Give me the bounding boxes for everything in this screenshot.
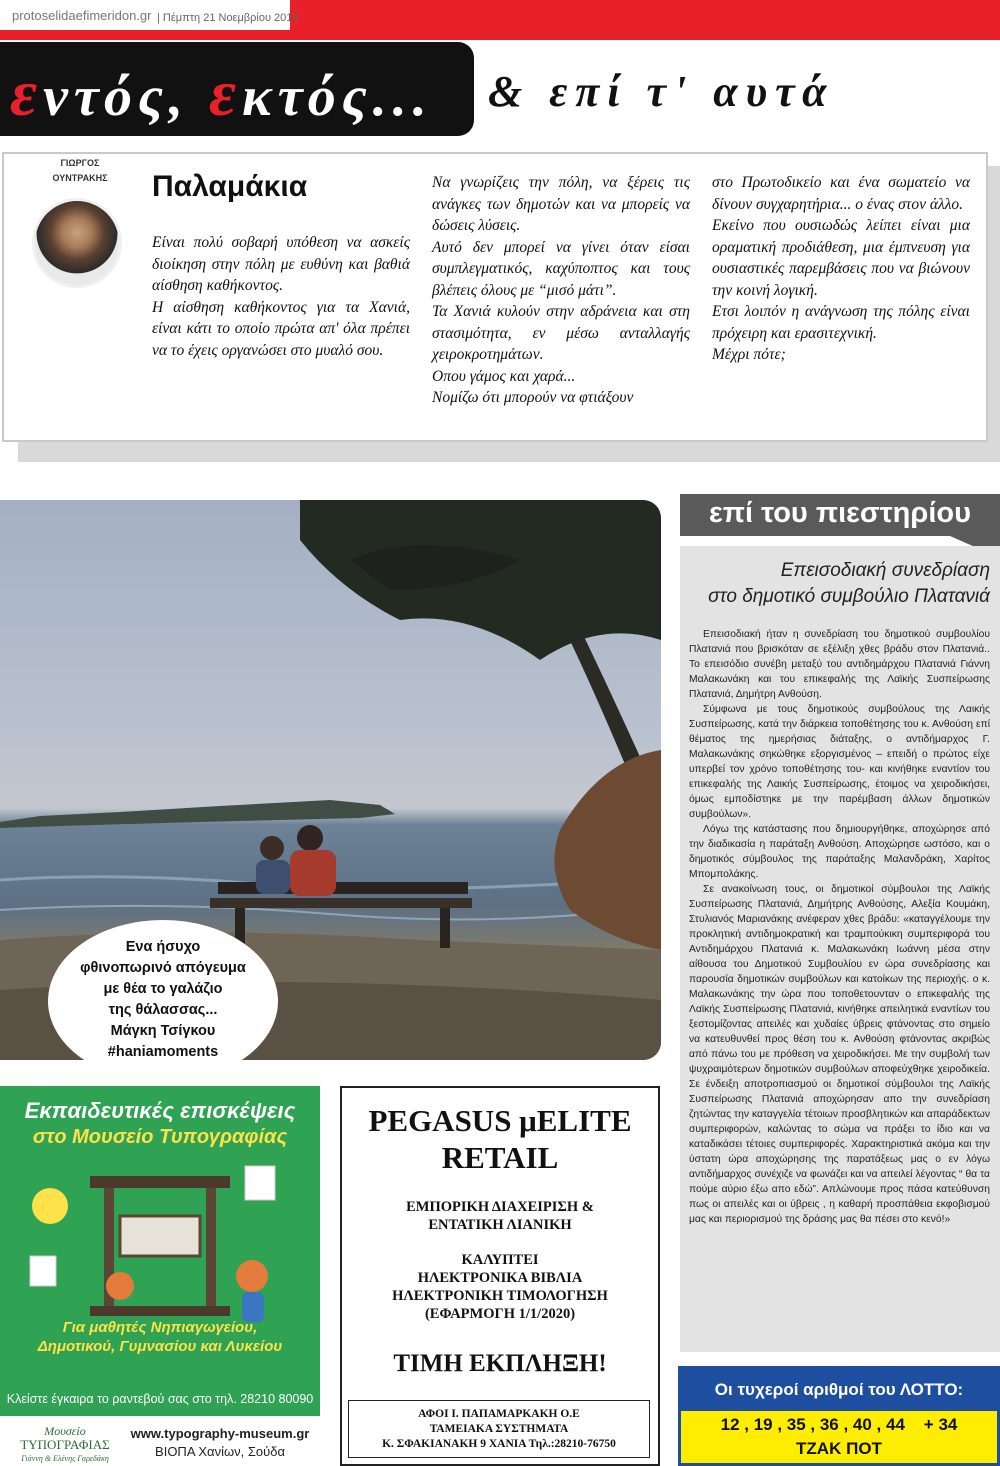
lotto-joker: ΤΖΑΚ ΠΟΤ — [796, 1439, 882, 1458]
lotto-box — [678, 1366, 1000, 1466]
opinion-column-3: στο Πρωτοδικείο και ένα σωματείο να δίνουν συγχαρητήρια... ο ένας στον άλλο. Εκείνο που ουσιωδώς λείπει είναι μια οραματική προδιάθεση, μια έμπνευση για ουσιαστικές παρεμβάσεις που να βιώνουν την κοινή λογική. Ετσι λοιπόν η ανάγνωση της πόλης είναι πρόχειρη και ερασιτεχνική. Μέχρι πότε; — [712, 174, 970, 363]
pegasus-price: ΤΙΜΗ ΕΚΠΛΗΞΗ! — [393, 1350, 607, 1377]
pegasus-features: ΚΑΛΥΠΤΕΙ ΗΛΕΚΤΡΟΝΙΚΑ ΒΙΒΛΙΑ ΗΛΕΚΤΡΟΝΙΚΗ ΤΙΜΟΛΟΓΗΣΗ (ΕΦΑΡΜΟΓΗ 1/1/2020) — [392, 1252, 608, 1322]
museum-location: ΒΙΟΠΑ Χανίων, Σούδα — [155, 1444, 285, 1459]
section-title: εντός, εκτός... — [10, 57, 433, 130]
pegasus-brand: PEGASUS μELITE RETAIL — [368, 1103, 632, 1175]
lotto-title: Οι τυχεροί αριθμοί του ΛΟΤΤΟ: — [681, 1369, 997, 1411]
museum-ad-audience: Για μαθητές Νηπιαγωγείου, Δημοτικού, Γυμνασίου και Λυκείου — [37, 1319, 283, 1355]
photo-caption: Ενα ήσυχο φθινοπωρινό απόγευμα με θέα το γαλάζιο της θάλασσας... Μάγκη Τσίγκου #haniamoments — [48, 920, 278, 1082]
museum-ad-footer — [0, 1416, 320, 1466]
watermark: protoselidaefimeridon.gr — [12, 8, 152, 23]
opinion-column-1: Είναι πολύ σοβαρή υπόθεση να ασκείς διοίκηση στην πόλη με ευθύνη και βαθιά αίσθηση καθήκοντος. Η αίσθηση καθήκοντος για τα Χανιά, είναι κάτι το οποίο πρώτα απ' όλα πρέπει να το έχεις οργανώσει στο μυαλό σου. — [152, 234, 410, 359]
author-avatar — [32, 198, 122, 288]
press-header: επί του πιεστηρίου — [680, 494, 1000, 536]
museum-ad — [0, 1086, 320, 1466]
top-bar — [0, 0, 1000, 40]
museum-url[interactable]: www.typography-museum.gr — [130, 1426, 310, 1441]
pegasus-services: ΕΜΠΟΡΙΚΗ ΔΙΑΧΕΙΡΙΣΗ & ΕΝΤΑΤΙΚΗ ΛΙΑΝΙΚΗ — [406, 1199, 594, 1233]
pegasus-ad — [340, 1086, 660, 1466]
issue-date: | Πέμπτη 21 Νοεμβρίου 2019 — [157, 12, 299, 24]
press-title: Επεισοδιακή συνεδρίαση στο δημοτικό συμβούλιο Πλατανιά — [708, 560, 990, 607]
museum-ad-subtitle: στο Μουσείο Τυπογραφίας — [32, 1126, 288, 1148]
section-subtitle: & επί τ' αυτά — [488, 67, 835, 116]
section-masthead — [0, 42, 474, 136]
press-article: Επεισοδιακή ήταν η συνεδρίαση του δημοτικού συμβουλίου Πλατανιά που βρισκόταν σε εξέλιξη χθες βράδυ στον Πλατανιά.. Το επεισόδιο συνέβη μεταξύ του αντιδημάρχου Πλατανιά Γιάννη Μαλακωνάκη και του επικεφαλής της Λαϊκής Συσπείρωσης Πλατανιά, Δημήτρη Ανθούση. Σύμφωνα με τους δημοτικούς συμβούλους της Λαικής Συσπείρωσης, κατά την διάρκεια τοποθέτησης του κ. Ανθούση επί θέματος της ημερήσιας διάταξης, ο αντιδήμαρχος Γ. Μαλακωνάκης σηκώθηκε εξοργισμένος – επειδή ο πρώτος είχε υπερβεί τον χρόνο τοποθέτησης του- και κινήθηκε εναντίον του επικεφαλής της Λαικής Συσπείρωσης, έτοιμος να χειροδικήσει, όμως εμποδίστηκε με την παρέμβαση άλλων δημοτικών συμβούλων». Λόγω της κατάστασης που δημιουργήθηκε, αποχώρησε από την διαδικασία η παράταξη Ανθούση. Αποχώρησε ωστόσο, και ο δημοτικός σύμβουλος της παράταξης Μαλανδράκη, Χαρίτος Μπομπολάκης. Σε ανακοίνωση τους, οι δημοτικοί σύμβουλοι της Λαϊκής Συσπείρωσης Πλατανιά, Δημήτρης Ανθούσης, Αλεξία Κουμάκη, Στυλιανός Μαριανάκης ανέφεραν χθες βράδυ: «καταγγέλουμε την προκλητική αντιδημοκρατική και τραμπούκικη συμπεριφορά του Αντιδημάρχου Πλατανιά κ. Μαλακωνάκη Ιωάννη μέσα στην αίθουσα του Δημοτικού Συμβουλίου εν ώρα συνεδρίασης και παρουσία δημοτικών συμβούλων και κατοίκων της περιοχής. ο κ. Μαλακωνάκης την ώρα που τοποθετουνταν ο επικεφαλής της Λαϊκής Συσπείρωσης Πλατανιά, κινήθηκε απειλητικά εναντίων του ξεστομίζοντας απειλές και χυδαίες ύβρεις φτάνοντας στο σημείο να κατευθυνθεί προς θέση του κ. Ανθούση φτάνοντας ακριβώς από πάνω του με πρόθεση να χειροδικήσει. Με την συμβολή των ψυχραιμότερων δημοτικών συμβούλων αποφεύχθηκε χειροδικεία. Σε ένδειξη αποτροπιασμού οι δημοτικοί σύμβουλοι της Λαϊκής Συσπείρωσης Πλατανιά αποχώρησαν απο την συνεδρίαση ζητώντας την καταγγελία τέτοιων προσβλητικών και απαράδεκτων συμπεριφορών, καλώντας το σώμα να πράξει το ίδιο και να καταδικάσει τέτοιες συμπεριφορές. Χαρακτηριστικά ακόμα και την ύστατη ώρα αποχώρησης της παρατάξεως μας ο εν λόγω αντιδήμαρχος συνέχιζε να φωνάζει και να απειλεί λέγοντας “ θα τα πούμε αύριο έξω απο εδώ”. Απλώνουμε προς πάσα κατεύθυνση πως οι απειλές και οι ύβρεις , η καθαρή προσπάθεια εκφοβισμού μας και περιορισμού της δράσης μας θα πέσει στο κενό!» — [689, 629, 990, 1225]
opinion-column-2: Να γνωρίζεις την πόλη, να ξέρεις τις ανάγκες των δημοτών και να μπορείς να δώσεις λύσεις. Αυτό δεν μπορεί να γίνει όταν είσαι συμπλεγματικός, καχύποπτος και τους βλέπεις όλους με “μισό μάτι”. Τα Χανιά κυλούν στην αδράνεια και στη στασιμότητα, εν μέσω ανταλλαγής χειροκροτημάτων. Οπου γάμος και χαρά... Νομίζω ότι μπορούν να φτιάξουν — [432, 174, 690, 406]
printing-press-illustration — [20, 1156, 300, 1331]
lotto-numbers: 12 , 19 , 35 , 36 , 40 , 44 + 34 — [720, 1415, 958, 1434]
pegasus-address: ΑΦΟΙ Ι. ΠΑΠΑΜΑΡΚΑΚΗ Ο.Ε ΤΑΜΕΙΑΚΑ ΣΥΣΤΗΜΑΤΑ Κ. ΣΦΑΚΙΑΝΑΚΗ 9 ΧΑΝΙΑ Τηλ.:28210-76750 — [348, 1400, 650, 1458]
museum-logo: Μουσείο ΤΥΠΟΓΡΑΦΙΑΣ Γιάννη & Ελένης Γαρεδάκη — [20, 1424, 110, 1463]
museum-ad-title: Εκπαιδευτικές επισκέψεις — [24, 1098, 296, 1123]
opinion-title: Παλαμάκια — [152, 170, 308, 203]
museum-ad-booking: Κλείστε έγκαιρα το ραντεβού σας στο τηλ. 28210 80090 — [6, 1392, 314, 1406]
author-name: ΓΙΩΡΓΟΣ ΟΥΝΤΡΑΚΗΣ — [52, 158, 108, 183]
